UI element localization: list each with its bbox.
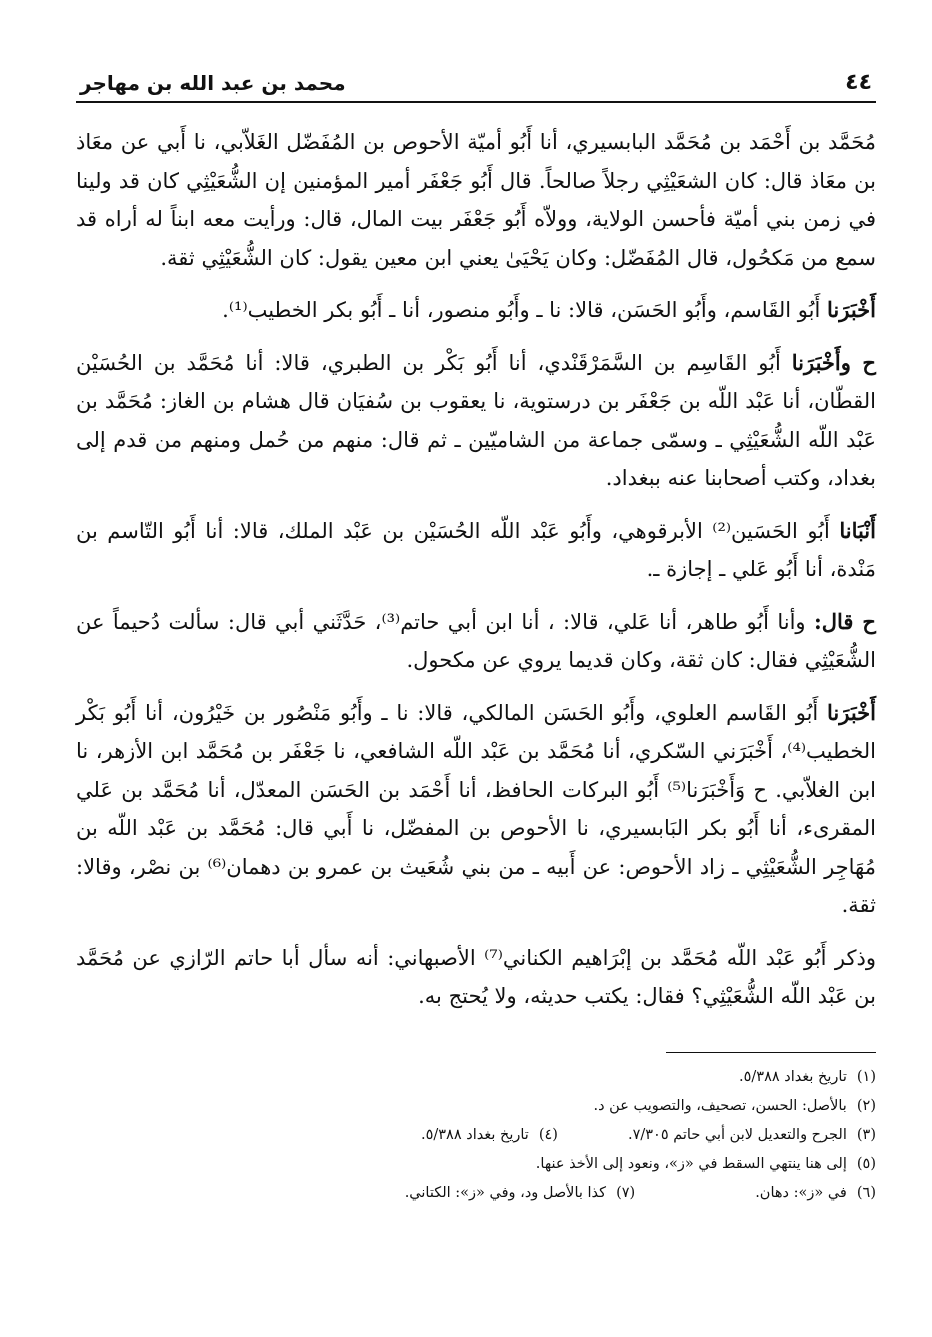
footnote-text: إلى هنا ينتهي السقط في «ز»، ونعود إلى الأخذ عنها.: [535, 1155, 847, 1172]
footnote-line: [76, 1150, 876, 1179]
footnote-text: تاريخ بغداد ٥/٣٨٨.: [420, 1126, 529, 1143]
page-header: [76, 70, 876, 103]
book-page: [76, 70, 876, 1208]
footnote-text: في «ز»: دهان.: [755, 1184, 847, 1201]
page-number: ٤٤: [845, 70, 872, 95]
main-text: [76, 123, 876, 1016]
footnote-number: (٤): [538, 1126, 558, 1143]
footnotes: [76, 1063, 876, 1208]
footnote-line: [76, 1121, 876, 1150]
footnote-line: [76, 1179, 876, 1208]
running-title: محمد بن عبد الله بن مهاجر: [80, 71, 346, 95]
footnote-text: الجرح والتعديل لابن أبي حاتم ٧/٣٠٥.: [627, 1126, 847, 1143]
paragraph-1: مُحَمَّد بن أَحْمَد بن مُحَمَّد البابسيري، أنا أَبُو أميّة الأحوص بن المُفَضّل الغَلاّبي، نا أَبي عن معَاذ بن معَاذ قال: كان الشعَيْثِي رجلاً صالحاً. قال أَبُو جَعْفَر أمير المؤمنين إن الشُّعَيْثِي كان قد ولينا في زمن بني أميّة فأحسن الولاية، وولاّه أَبُو جَعْفَر بيت المال، قال: ورأيت معه ابناً له أراه قد سمع من مَكحُول، قال المُفَضّل: وكان يَحْيَىٰ يعني ابن معين يقول: كان الشُّعَيْثِي ثقة.: [76, 130, 876, 270]
paragraph-3: ح وأَخْبَرَنا أَبُو القَاسِم بن السَّمَرْقَنْدي، أنا أَبُو بَكْر بن الطبري، قالا: أنا مُحَمَّد بن الحُسَيْن القطّان، أنا عَبْد اللّه بن جَعْفَر بن درستوية، نا يعقوب بن سُفيَان قال هشام بن الغاز: مُحَمَّد بن عَبْد اللّه الشُّعَيْثِي ـ وسمّى جماعة من الشاميّين ـ ثم قال: منهم من حُمل ومنهم من قدم إلى بغداد، وكتب أصحابنا عنه ببغداد.: [76, 349, 876, 490]
paragraph-7: وذكر أَبُو عَبْد اللّه مُحَمَّد بن إبْرَاهيم الكناني⁽⁷⁾ الأصبهاني: أنه سأل أبا حاتم الرّازي عن مُحَمَّد بن عَبْد اللّه الشُّعَيْثِي؟ فقال: يكتب حديثه، ولا يُحتج به.: [76, 945, 876, 1008]
footnote-number: (٣): [856, 1126, 876, 1143]
paragraph-6: أَخْبَرَنا أَبُو القَاسم العلوي، وأَبُو الحَسَن المالكي، قالا: نا ـ وأَبُو مَنْصُور بن خَيْرُون، أنا أَبُو بَكْر الخطيب⁽⁴⁾، أَخْبَرَني السّكري، أنا مُحَمَّد بن عَبْد اللّه الشافعي، نا جَعْفَر بن مُحَمَّد ابن الأزهر، نا ابن الغلاّبي. ح وَأَخْبَرَنا⁽⁵⁾ أَبُو البركات الحافظ، أنا أَحْمَد بن الحَسَن المعدّل، أنا مُحَمَّد بن عَلي المقرىء، أنا أَبُو بكر البَابسيري، نا الأحوص بن المفضّل، نا أَبي قال: مُحَمَّد بن عَبْد اللّه بن مُهَاجِر الشُّعَيْثِي ـ زاد الأحوص: عن أَبيه ـ من بني شُعَيث بن عمرو بن دهمان⁽⁶⁾ بن نصْر، وقالا: ثقة.: [76, 699, 877, 917]
footnote-number: (٢): [856, 1097, 876, 1114]
footnote-number: (٧): [616, 1184, 636, 1201]
paragraph-2: أَخْبَرَنا أَبُو القَاسم، وأَبُو الحَسَن، قالا: نا ـ وأَبُو منصور، أنا ـ أَبُو بكر الخطيب⁽¹⁾.: [222, 297, 876, 322]
footnote-line: [76, 1063, 876, 1092]
footnote-number: (١): [856, 1068, 876, 1085]
footnote-divider: [666, 1052, 876, 1053]
footnote-text: بالأصل: الحسن، تصحيف، والتصويب عن د.: [593, 1097, 847, 1114]
paragraph-5: ح قال: وأنا أَبُو طاهر، أنا عَلي، قالا: ، أنا ابن أبي حاتم⁽³⁾، حَدَّثَني أبي قال: سألت دُحيماً عن الشُّعَيْثِي فقال: كان ثقة، وكان قديما يروي عن مكحول.: [76, 608, 876, 672]
footnote-text: كذا بالأصل ود، وفي «ز»: الكتاني.: [404, 1184, 607, 1201]
paragraph-4: أَنْبَانا أَبُو الحَسَين⁽²⁾ الأبرقوهي، وأَبُو عَبْد اللّه الحُسَيْن بن عَبْد الملك، قالا: أنا أَبُو التّاسم بن مَنْدة، أنا أَبُو عَلي ـ إجازة ـ.: [76, 517, 876, 581]
footnote-number: (٥): [856, 1155, 876, 1172]
footnote-line: [76, 1092, 876, 1121]
footnote-number: (٦): [856, 1184, 876, 1201]
footnote-text: تاريخ بغداد ٥/٣٨٨.: [739, 1068, 847, 1085]
